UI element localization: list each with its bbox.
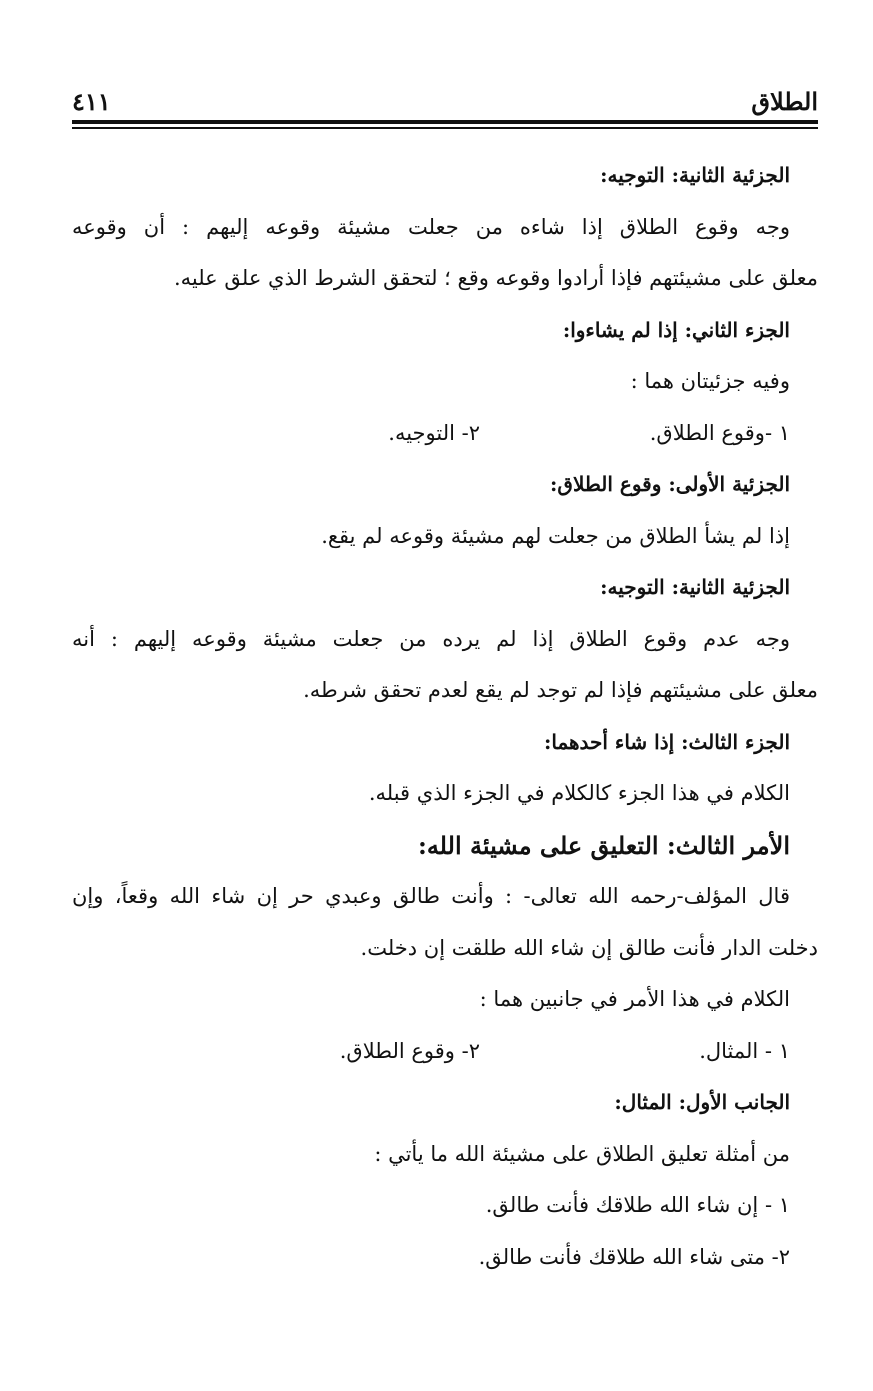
section-heading: الجزء الثاني: إذا لم يشاءوا: <box>562 317 790 342</box>
paragraph-line: وجه وقوع الطلاق إذا شاءه من جعلت مشيئة وقوعه إليهم : أن وقوعه <box>72 214 790 239</box>
list-item: ١ -وقوع الطلاق. <box>649 420 790 445</box>
list-item: ٢- متى شاء الله طلاقك فأنت طالق. <box>478 1244 790 1269</box>
paragraph-line: إذا لم يشأ الطلاق من جعلت لهم مشيئة وقوعه لم يقع. <box>321 523 790 548</box>
paragraph-line: دخلت الدار فأنت طالق إن شاء الله طلقت إن دخلت. <box>360 935 818 960</box>
paragraph-line: قال المؤلف-رحمه الله تعالى- : وأنت طالق وعبدي حر إن شاء الله وقعاً، وإن <box>72 884 790 908</box>
list-item: ٢- وقوع الطلاق. <box>339 1038 480 1063</box>
list-item: ٢- التوجيه. <box>388 420 480 445</box>
list-item: ١ - إن شاء الله طلاقك فأنت طالق. <box>485 1193 790 1217</box>
page-number: ٤١١ <box>72 87 111 116</box>
paragraph-line: وجه عدم وقوع الطلاق إذا لم يرده من جعلت مشيئة وقوعه إليهم : أنه <box>72 626 790 651</box>
section-heading: الجانب الأول: المثال: <box>614 1090 790 1114</box>
subsection-heading: الجزئية الأولى: وقوع الطلاق: <box>550 472 790 496</box>
major-heading: الأمر الثالث: التعليق على مشيئة الله: <box>417 830 790 860</box>
subsection-heading: الجزئية الثانية: التوجيه: <box>600 163 790 187</box>
subsection-heading: الجزئية الثانية: التوجيه: <box>600 575 790 599</box>
running-header <box>72 86 818 120</box>
paragraph-line: الكلام في هذا الأمر في جانبين هما : <box>479 987 790 1011</box>
list-row <box>72 1026 818 1078</box>
body-text <box>72 150 818 1283</box>
paragraph-line: من أمثلة تعليق الطلاق على مشيئة الله ما يأتي : <box>374 1141 790 1166</box>
list-row <box>72 408 818 460</box>
running-title: الطلاق <box>751 87 818 116</box>
header-rule-thick <box>72 120 818 124</box>
header-rule-thin <box>72 127 818 129</box>
list-item: ١ - المثال. <box>699 1038 790 1063</box>
section-heading: الجزء الثالث: إذا شاء أحدهما: <box>543 729 790 754</box>
paragraph-line: معلق على مشيئتهم فإذا أرادوا وقوعه وقع ؛ لتحقق الشرط الذي علق عليه. <box>173 266 818 290</box>
paragraph-line: معلق على مشيئتهم فإذا لم توجد لم يقع لعدم تحقق شرطه. <box>303 678 818 702</box>
paragraph-line: الكلام في هذا الجزء كالكلام في الجزء الذي قبله. <box>368 781 790 805</box>
paragraph-line: وفيه جزئيتان هما : <box>630 369 790 393</box>
